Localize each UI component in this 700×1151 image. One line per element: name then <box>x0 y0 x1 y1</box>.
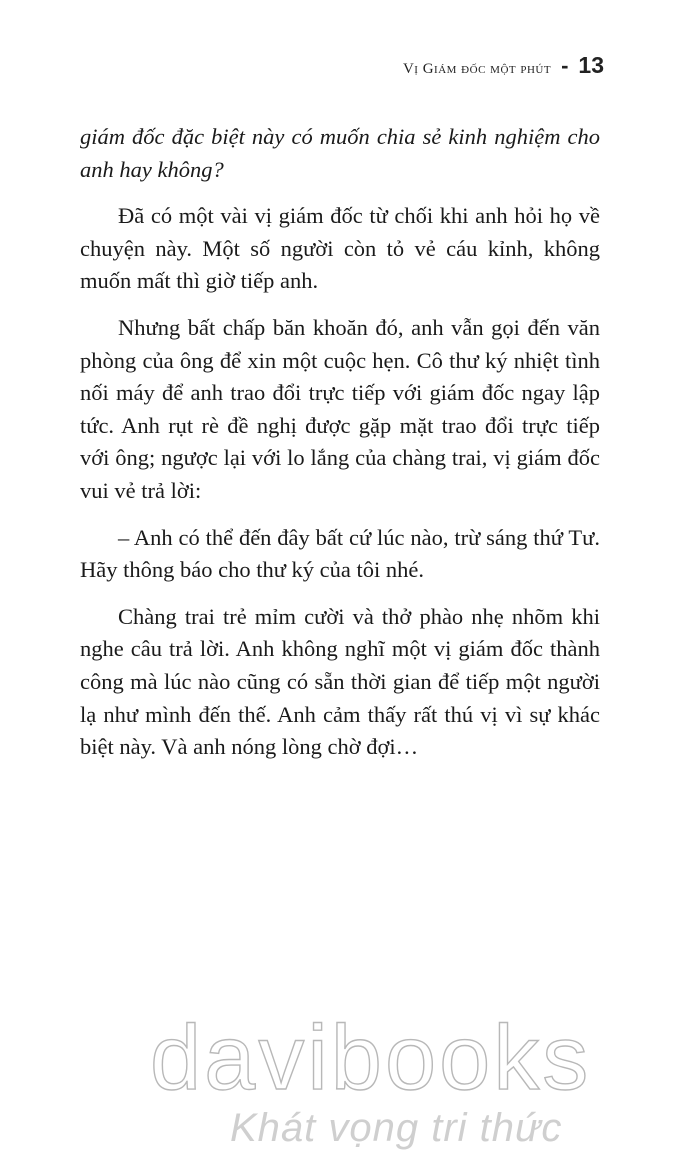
body-text <box>80 121 600 778</box>
watermark-tagline: Khát vọng tri thức <box>230 1106 563 1150</box>
paragraph-continued: giám đốc đặc biệt này có muốn chia sẻ kinh nghiệm cho anh hay không? <box>80 124 600 182</box>
page-number: 13 <box>578 52 604 78</box>
running-header <box>403 52 604 79</box>
paragraph: Đã có một vài vị giám đốc từ chối khi anh hỏi họ về chuyện này. Một số người còn tỏ vẻ cáu kỉnh, không muốn mất thì giờ tiếp anh. <box>80 203 600 294</box>
paragraph: Chàng trai trẻ mỉm cười và thở phào nhẹ nhõm khi nghe câu trả lời. Anh không nghĩ một vị giám đốc thành công mà lúc nào cũng có sẵn thời gian để tiếp một người lạ như mình đến thế. Anh cảm thấy rất thú vị vì sự khác biệt này. Và anh nóng lòng chờ đợi… <box>80 603 600 760</box>
publisher-watermark <box>150 1007 592 1151</box>
watermark-logo: davibooks <box>150 1007 592 1109</box>
header-separator: - <box>561 53 569 78</box>
paragraph: Nhưng bất chấp băn khoăn đó, anh vẫn gọi đến văn phòng của ông để xin một cuộc hẹn. Cô thư ký nhiệt tình nối máy để anh trao đổi trực tiếp với giám đốc ngay lập tức. Anh rụt rè đề nghị được gặp mặt trao đổi trực tiếp với ông; ngược lại với lo lắng của chàng trai, vị giám đốc vui vẻ trả lời: <box>80 314 600 503</box>
dialogue-paragraph: – Anh có thể đến đây bất cứ lúc nào, trừ sáng thứ Tư. Hãy thông báo cho thư ký của tôi nhé. <box>80 524 600 583</box>
running-title: Vị Giám đốc một phút <box>402 61 552 77</box>
